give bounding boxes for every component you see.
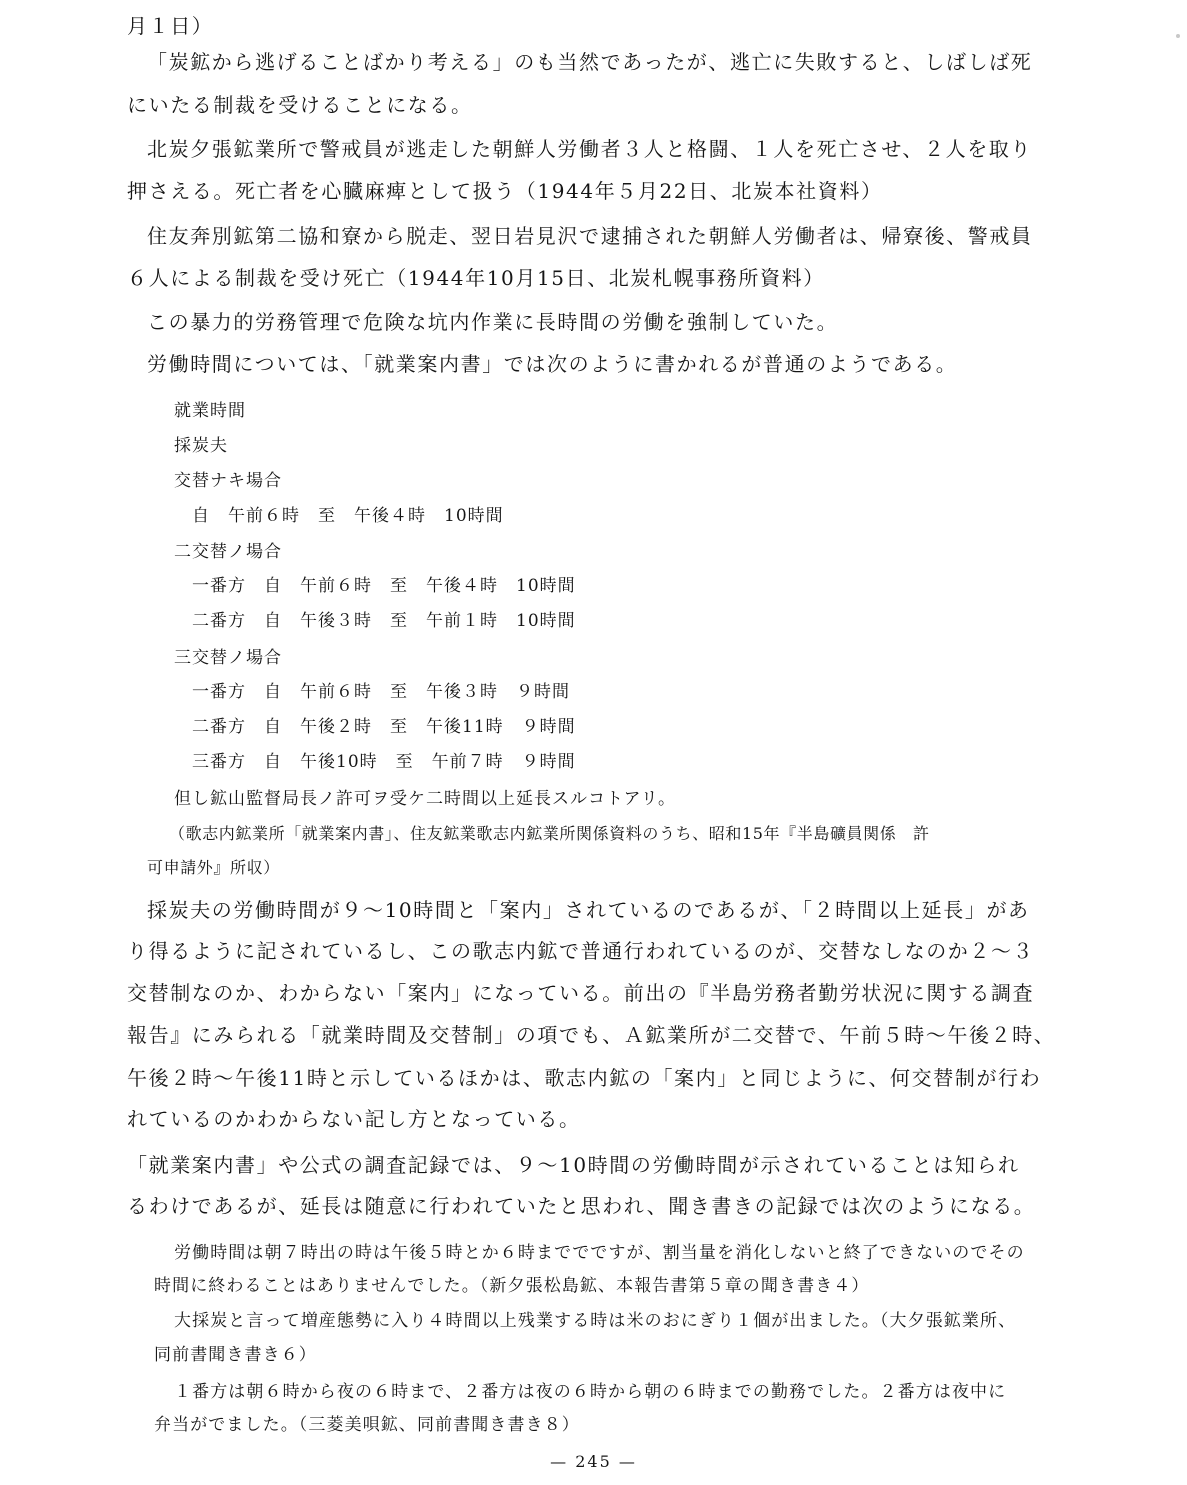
schedule-row: 二番方 自 午後３時 至 午前１時 10時間 (192, 611, 576, 631)
scan-speck (1176, 34, 1180, 38)
paragraph-line: 「就業案内書」や公式の調査記録では、９～10時間の労働時間が示されていることは知られ (127, 1153, 1020, 1177)
schedule-row: 二番方 自 午後２時 至 午後11時 ９時間 (192, 717, 576, 737)
oral-history-quote: 労働時間は朝７時出の時は午後５時とか６時まででですが、割当量を消化しないと終了できないのでその (174, 1243, 1025, 1263)
paragraph-line: ６人による制裁を受け死亡（1944年10月15日、北炭札幌事務所資料） (127, 266, 825, 290)
paragraph-line: 北炭夕張鉱業所で警戒員が逃走した朝鮮人労働者３人と格闘、１人を死亡させ、２人を取り (147, 137, 1032, 161)
oral-history-quote: 同前書聞き書き６） (154, 1345, 317, 1365)
schedule-no-shift-label: 交替ナキ場合 (174, 471, 282, 491)
paragraph-line: 採炭夫の労働時間が９～10時間と「案内」されているのであるが、「２時間以上延長」があ (147, 898, 1030, 922)
paragraph-line: り得るように記されているし、この歌志内鉱で普通行われているのが、交替なしなのか２～３ (127, 939, 1035, 963)
source-citation: （歌志内鉱業所「就業案内書」、住友鉱業歌志内鉱業所関係資料のうち、昭和15年『半島礦員関係 許 (169, 824, 930, 843)
paragraph-line: 報告』にみられる「就業時間及交替制」の項でも、Ａ鉱業所が二交替で、午前５時～午後２時、 (127, 1023, 1056, 1047)
paragraph-line: 押さえる。死亡者を心臓麻痺として扱う（1944年５月22日、北炭本社資料） (127, 179, 883, 203)
schedule-row: 自 午前６時 至 午後４時 10時間 (192, 506, 504, 526)
oral-history-quote: 大採炭と言って増産態勢に入り４時間以上残業する時は米のおにぎり１個が出ました。（大夕張鉱業所、 (174, 1311, 1017, 1331)
paragraph-line: にいたる制裁を受けることになる。 (127, 93, 473, 117)
schedule-heading: 就業時間 (174, 401, 246, 421)
schedule-row: 一番方 自 午前６時 至 午後３時 ９時間 (192, 682, 570, 702)
paragraph-line: 住友奔別鉱第二協和寮から脱走、翌日岩見沢で逮捕された朝鮮人労働者は、帰寮後、警戒員 (147, 224, 1033, 248)
continuation-line: 月１日） (127, 14, 214, 38)
source-citation: 可申請外』所収） (147, 858, 280, 877)
schedule-worker-type: 採炭夫 (174, 436, 228, 456)
paragraph-line: れているのかわからない記し方となっている。 (127, 1107, 581, 1131)
oral-history-quote: 弁当がでました。（三菱美唄鉱、同前書聞き書き８） (154, 1415, 580, 1435)
paragraph-line: 「炭鉱から逃げることばかり考える」のも当然であったが、逃亡に失敗すると、しばしば死 (147, 50, 1033, 74)
page-number: — 245 — (550, 1452, 637, 1471)
schedule-row: 一番方 自 午前６時 至 午後４時 10時間 (192, 576, 576, 596)
paragraph-line: るわけであるが、延長は随意に行われていたと思われ、聞き書きの記録では次のようになる。 (127, 1194, 1036, 1218)
schedule-note: 但し鉱山監督局長ノ許可ヲ受ケ二時間以上延長スルコトアリ。 (174, 789, 676, 809)
paragraph-line: 交替制なのか、わからない「案内」になっている。前出の『半島労務者勤労状況に関する調査 (127, 981, 1035, 1005)
schedule-three-shift-label: 三交替ノ場合 (174, 648, 282, 668)
oral-history-quote: 時間に終わることはありませんでした。（新夕張松島鉱、本報告書第５章の聞き書き４） (154, 1276, 870, 1296)
paragraph-line: 労働時間については、「就業案内書」では次のように書かれるが普通のようである。 (147, 352, 958, 376)
paragraph-line: この暴力的労務管理で危険な坑内作業に長時間の労働を強制していた。 (147, 310, 839, 334)
paragraph-line: 午後２時～午後11時と示しているほかは、歌志内鉱の「案内」と同じように、何交替制が行わ (127, 1066, 1042, 1090)
schedule-two-shift-label: 二交替ノ場合 (174, 542, 282, 562)
schedule-row: 三番方 自 午後10時 至 午前７時 ９時間 (192, 752, 576, 772)
oral-history-quote: １番方は朝６時から夜の６時まで、２番方は夜の６時から朝の６時までの勤務でした。２番方は夜中に (174, 1382, 1007, 1402)
